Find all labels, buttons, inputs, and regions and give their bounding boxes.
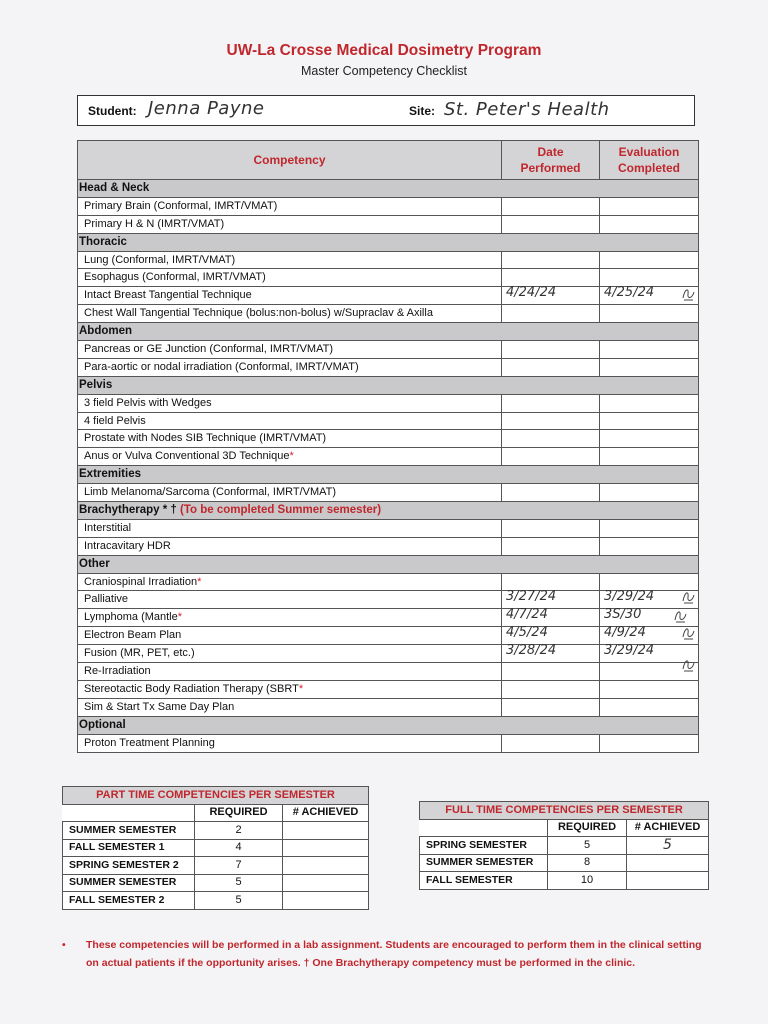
table-row: Para-aortic or nodal irradiation (Conformal, IMRT/VMAT) [78, 358, 699, 376]
table-row: Esophagus (Conformal, IMRT/VMAT) [78, 269, 699, 287]
footnote-text: These competencies will be performed in a lab assignment. Students are encouraged to perform them in the clinical setting on actual patients if the opportunity arises. † One Brachytherapy competency must be performed in the clinic. [86, 939, 702, 969]
table-row: Intact Breast Tangential Technique 4/24/24 4/25/24 [78, 287, 699, 305]
signature-initials-icon [680, 286, 696, 302]
page-subtitle: Master Competency Checklist [300, 64, 468, 78]
section-other: Other [78, 555, 699, 573]
table-row: Prostate with Nodes SIB Technique (IMRT/VMAT) [78, 430, 699, 448]
section-abdomen: Abdomen [78, 323, 699, 341]
table-row: Chest Wall Tangential Technique (bolus:non-bolus) w/Supraclav & Axilla [78, 305, 699, 323]
table-row: Primary H & N (IMRT/VMAT) [78, 215, 699, 233]
palliative-date-entry: 3/27/24 [506, 589, 557, 605]
table-row: FALL SEMESTER 1 4 [63, 839, 369, 857]
lymphoma-date-entry: 4/7/24 [506, 607, 548, 623]
table-row: Anus or Vulva Conventional 3D Technique* [78, 448, 699, 466]
table-row: Sim & Start Tx Same Day Plan [78, 698, 699, 716]
full-time-achieved-header: # ACHIEVED [627, 819, 709, 837]
table-row: Interstitial [78, 519, 699, 537]
section-brachytherapy: Brachytherapy * † (To be completed Summer semester) [78, 502, 699, 520]
footnote-bullet: • [62, 939, 66, 951]
competency-column-header: Competency [78, 141, 502, 180]
part-time-table [62, 786, 369, 910]
table-row: SPRING SEMESTER 5 5 [420, 837, 709, 855]
table-row: Electron Beam Plan 4/5/24 4/9/24 [78, 627, 699, 645]
table-row: Palliative 3/27/24 3/29/24 [78, 591, 699, 609]
competency-table [77, 140, 699, 753]
signature-initials-icon [672, 608, 688, 624]
table-row: Proton Treatment Planning [78, 734, 699, 752]
table-row: Re-Irradiation [78, 663, 699, 681]
signature-initials-icon [680, 625, 696, 641]
table-row: Primary Brain (Conformal, IMRT/VMAT) [78, 197, 699, 215]
evaluation-completed-header: Evaluation Completed [600, 141, 699, 180]
table-row: Fusion (MR, PET, etc.) 3/28/24 3/29/24 [78, 645, 699, 663]
student-name: Jenna Payne [148, 98, 265, 119]
section-head-neck: Head & Neck [78, 180, 699, 198]
signature-initials-icon [680, 657, 696, 673]
table-row: Intracavitary HDR [78, 537, 699, 555]
section-thoracic: Thoracic [78, 233, 699, 251]
section-optional: Optional [78, 716, 699, 734]
electron-date-entry: 4/5/24 [506, 625, 548, 641]
breast-date-entry: 4/24/24 [506, 285, 557, 301]
table-row: FALL SEMESTER 2 5 [63, 892, 369, 910]
table-row: Lymphoma (Mantle* 4/7/24 3S/30 [78, 609, 699, 627]
site-name: St. Peter's Health [444, 99, 610, 120]
full-time-table [419, 801, 709, 890]
signature-initials-icon [680, 589, 696, 605]
lymphoma-eval-entry: 3S/30 [604, 607, 642, 623]
palliative-eval-entry: 3/29/24 [604, 589, 655, 605]
electron-eval-entry: 4/9/24 [604, 625, 646, 641]
part-time-title: PART TIME COMPETENCIES PER SEMESTER [63, 787, 369, 805]
table-row: 3 field Pelvis with Wedges [78, 394, 699, 412]
table-row: Stereotactic Body Radiation Therapy (SBRT* [78, 680, 699, 698]
part-time-achieved-header: # ACHIEVED [283, 804, 369, 822]
fusion-eval-entry: 3/29/24 [604, 643, 655, 659]
fusion-date-entry: 3/28/24 [506, 643, 557, 659]
table-header-row [78, 141, 699, 180]
full-time-title: FULL TIME COMPETENCIES PER SEMESTER [420, 802, 709, 820]
table-row: Pancreas or GE Junction (Conformal, IMRT/VMAT) [78, 341, 699, 359]
table-row: FALL SEMESTER 10 [420, 872, 709, 890]
table-row: SUMMER SEMESTER 2 [63, 822, 369, 840]
breast-eval-entry: 4/25/24 [604, 285, 655, 301]
table-row: 4 field Pelvis [78, 412, 699, 430]
table-row: Craniospinal Irradiation* [78, 573, 699, 591]
table-row: SUMMER SEMESTER 5 [63, 874, 369, 892]
section-pelvis: Pelvis [78, 376, 699, 394]
student-site-box [77, 95, 695, 126]
date-performed-header: Date Performed [502, 141, 600, 180]
table-row: Limb Melanoma/Sarcoma (Conformal, IMRT/VMAT) [78, 484, 699, 502]
page-title: UW-La Crosse Medical Dosimetry Program [226, 42, 542, 59]
student-label: Student: [88, 104, 137, 118]
full-time-required-header: REQUIRED [548, 819, 627, 837]
table-row: SUMMER SEMESTER 8 [420, 854, 709, 872]
site-label: Site: [409, 104, 436, 118]
part-time-required-header: REQUIRED [195, 804, 283, 822]
table-row: Lung (Conformal, IMRT/VMAT) [78, 251, 699, 269]
section-extremities: Extremities [78, 466, 699, 484]
table-row: SPRING SEMESTER 2 7 [63, 857, 369, 875]
